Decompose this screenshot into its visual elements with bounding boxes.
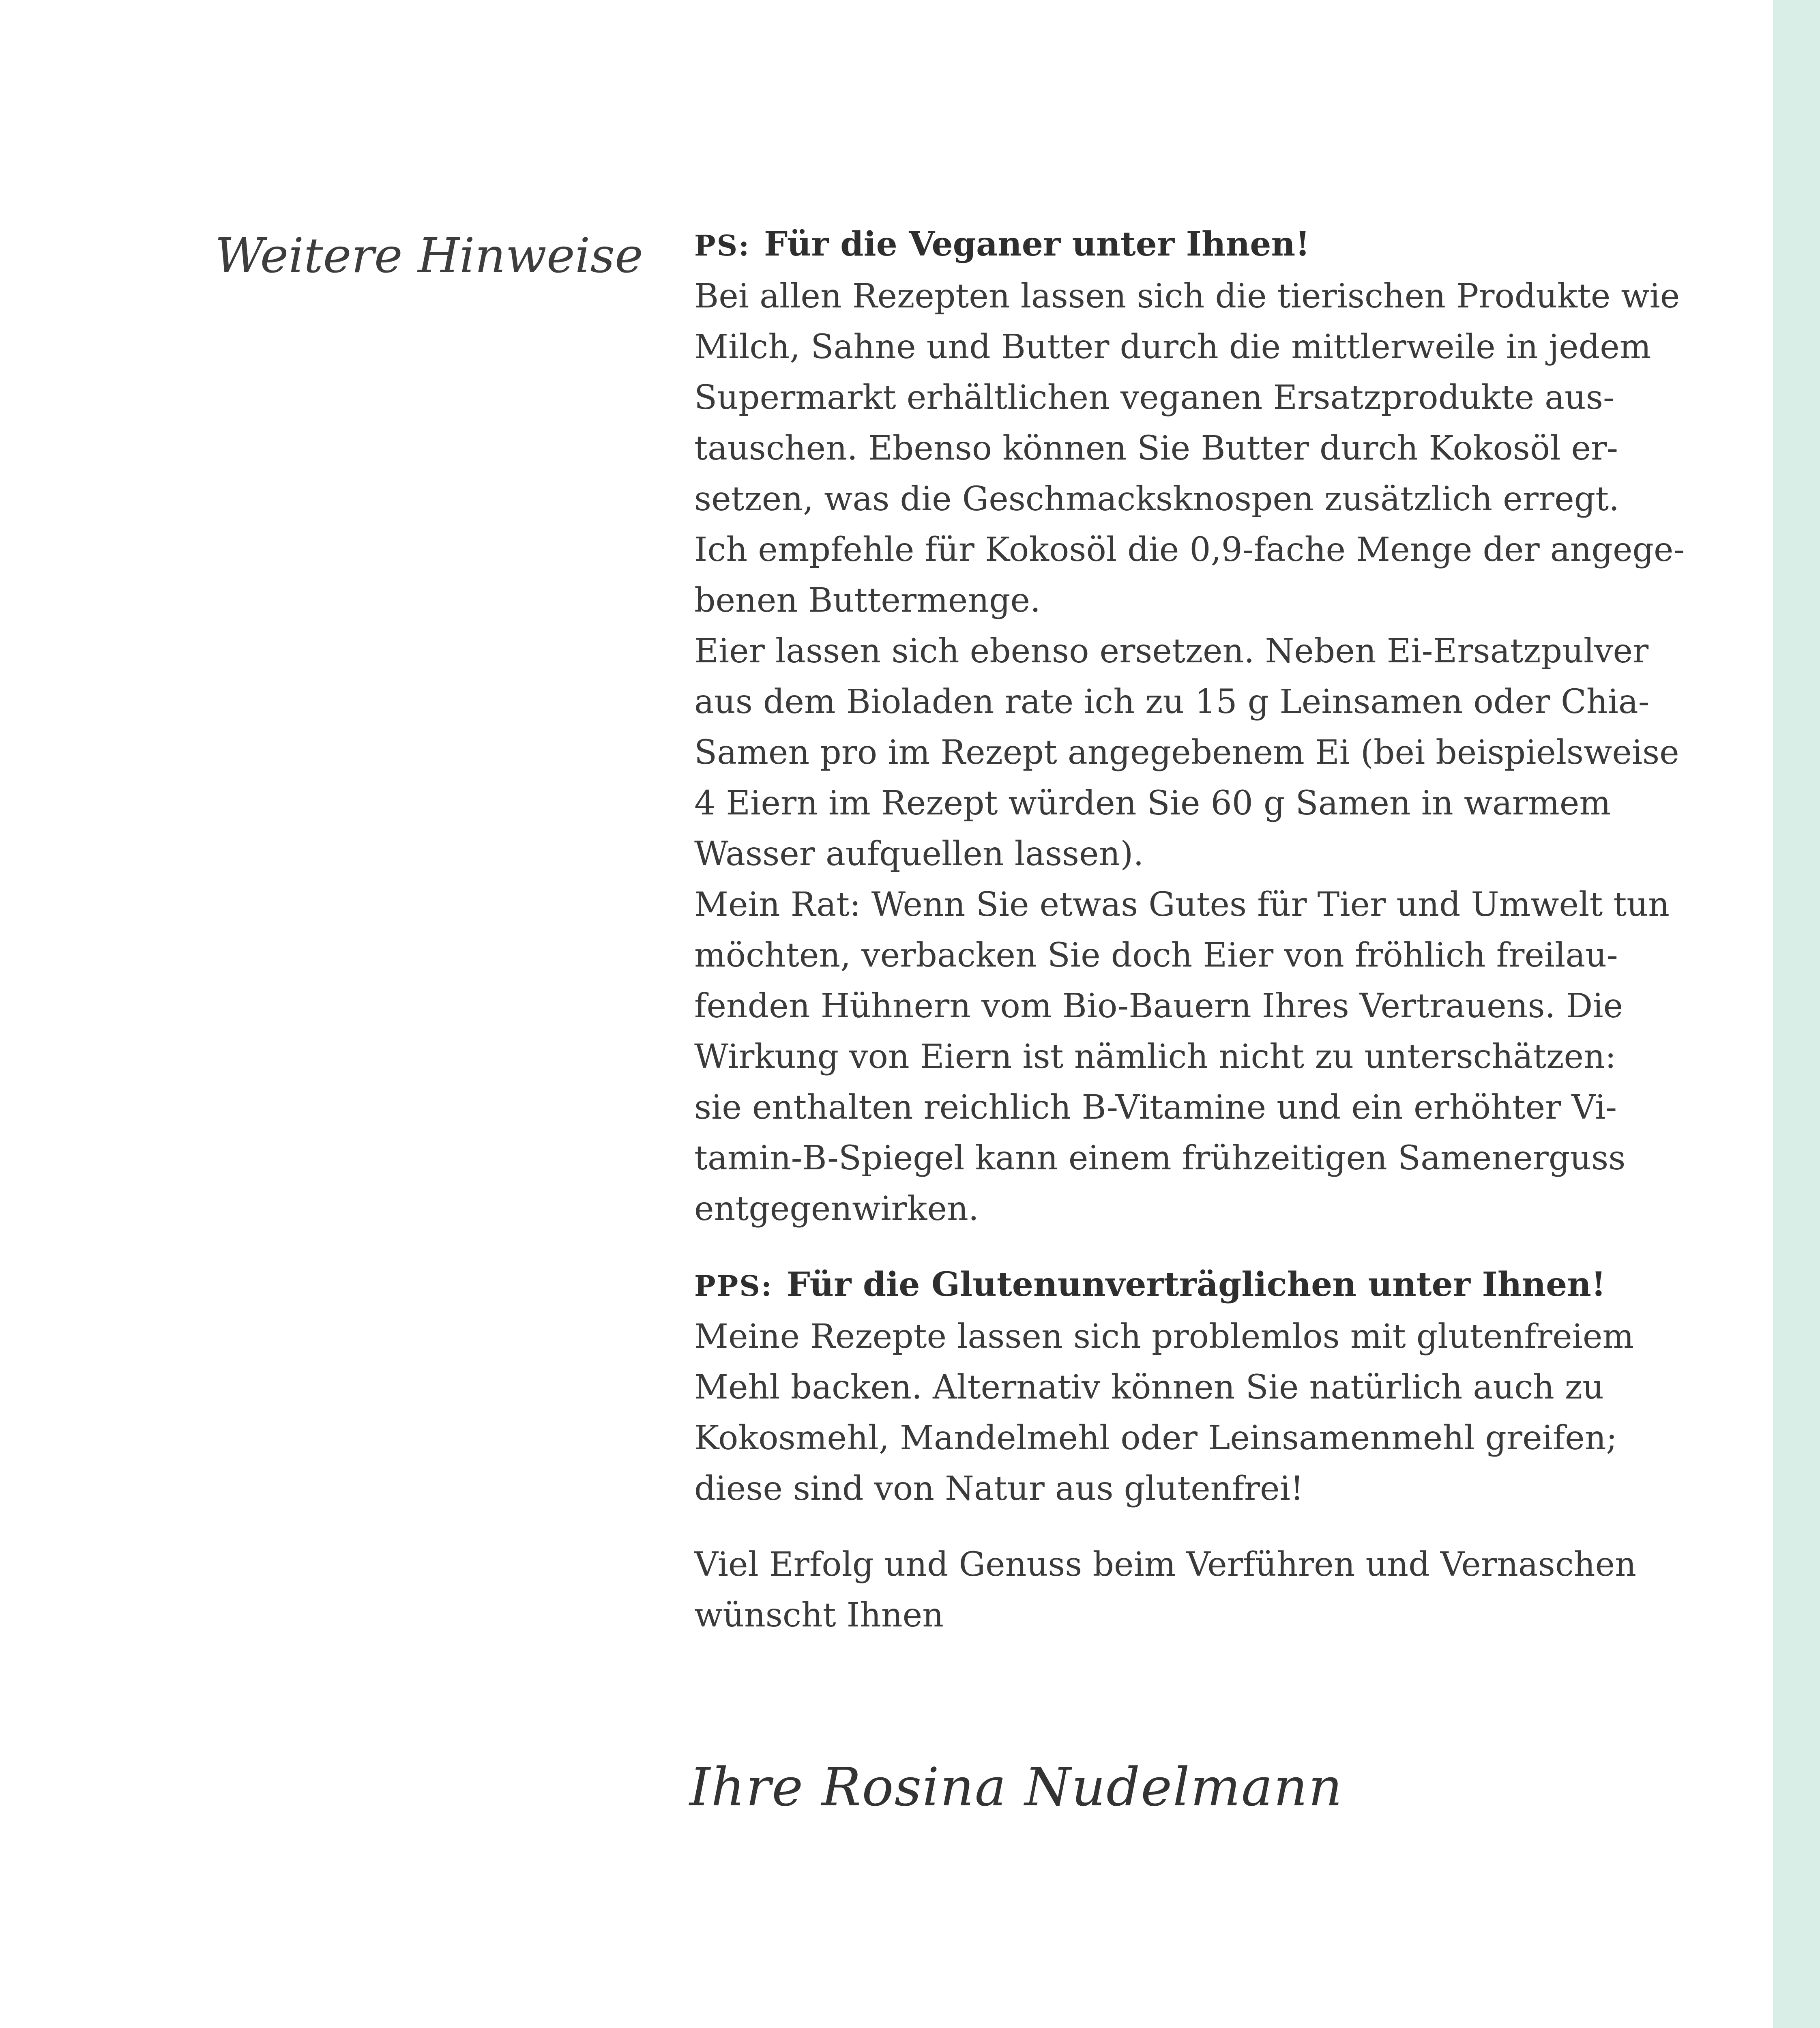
ps-line: sie enthalten reichlich B-Vitamine und ein erhöhter Vi- <box>694 1088 1617 1127</box>
ps-line: fenden Hühnern vom Bio-Bauern Ihres Vertrauens. Die <box>694 987 1623 1025</box>
signature: Ihre Rosina Nudelmann <box>689 1756 1343 1818</box>
ps-line: Bei allen Rezepten lassen sich die tierischen Produkte wie <box>694 277 1680 316</box>
pps-heading-line <box>694 1259 1627 1311</box>
ps-line: Wasser aufquellen lassen). <box>694 835 1144 873</box>
pps-line: diese sind von Natur aus glutenfrei! <box>694 1469 1304 1508</box>
ps-line: 4 Eiern im Rezept würden Sie 60 g Samen in warmem <box>694 784 1611 823</box>
ps-line: tauschen. Ebenso können Sie Butter durch Kokosöl er- <box>694 429 1618 468</box>
pps-line: Meine Rezepte lassen sich problemlos mit glutenfreiem <box>694 1317 1634 1356</box>
body-text-column <box>694 219 1685 1641</box>
ps-line: Supermarkt erhältlichen veganen Ersatzprodukte aus- <box>694 378 1614 417</box>
ps-line: Milch, Sahne und Butter durch die mittlerweile in jedem <box>694 328 1651 366</box>
ps-line: aus dem Bioladen rate ich zu 15 g Leinsamen oder Chia- <box>694 683 1650 721</box>
ps-line: tamin-B-Spiegel kann einem frühzeitigen Samenerguss <box>694 1139 1626 1177</box>
ps-line: Eier lassen sich ebenso ersetzen. Neben Ei-Ersatzpulver <box>694 632 1649 670</box>
ps-line: entgegenwirken. <box>694 1190 979 1228</box>
ps-line: Ich empfehle für Kokosöl die 0,9-fache Menge der angege- <box>694 531 1685 569</box>
closing-line: wünscht Ihnen <box>694 1596 944 1635</box>
ps-heading: Für die Veganer unter Ihnen! <box>764 225 1310 264</box>
section-title: Weitere Hinweise <box>215 228 643 284</box>
pps-line: Mehl backen. Alternativ können Sie natürlich auch zu <box>694 1368 1604 1407</box>
ps-line: Mein Rat: Wenn Sie etwas Gutes für Tier und Umwelt tun <box>694 885 1670 924</box>
ps-label: PS: <box>694 229 751 262</box>
ps-block <box>694 219 1685 1234</box>
pps-block <box>694 1259 1634 1514</box>
ps-line: möchten, verbacken Sie doch Eier von fröhlich freilau- <box>694 936 1618 975</box>
pps-heading: Für die Glutenunverträglichen unter Ihnen! <box>786 1265 1606 1304</box>
ps-line: setzen, was die Geschmacksknospen zusätzlich erregt. <box>694 480 1620 518</box>
ps-heading-line <box>694 219 1627 271</box>
side-color-strip <box>1773 0 1820 2028</box>
closing-block <box>694 1539 1636 1641</box>
ps-line: benen Buttermenge. <box>694 581 1041 620</box>
closing-line: Viel Erfolg und Genuss beim Verführen und Vernaschen <box>694 1545 1636 1584</box>
pps-line: Kokosmehl, Mandelmehl oder Leinsamenmehl greifen; <box>694 1419 1618 1457</box>
ps-line: Samen pro im Rezept angegebenem Ei (bei beispielsweise <box>694 733 1679 772</box>
pps-label: PPS: <box>694 1269 773 1303</box>
ps-line: Wirkung von Eiern ist nämlich nicht zu unterschätzen: <box>694 1038 1616 1076</box>
